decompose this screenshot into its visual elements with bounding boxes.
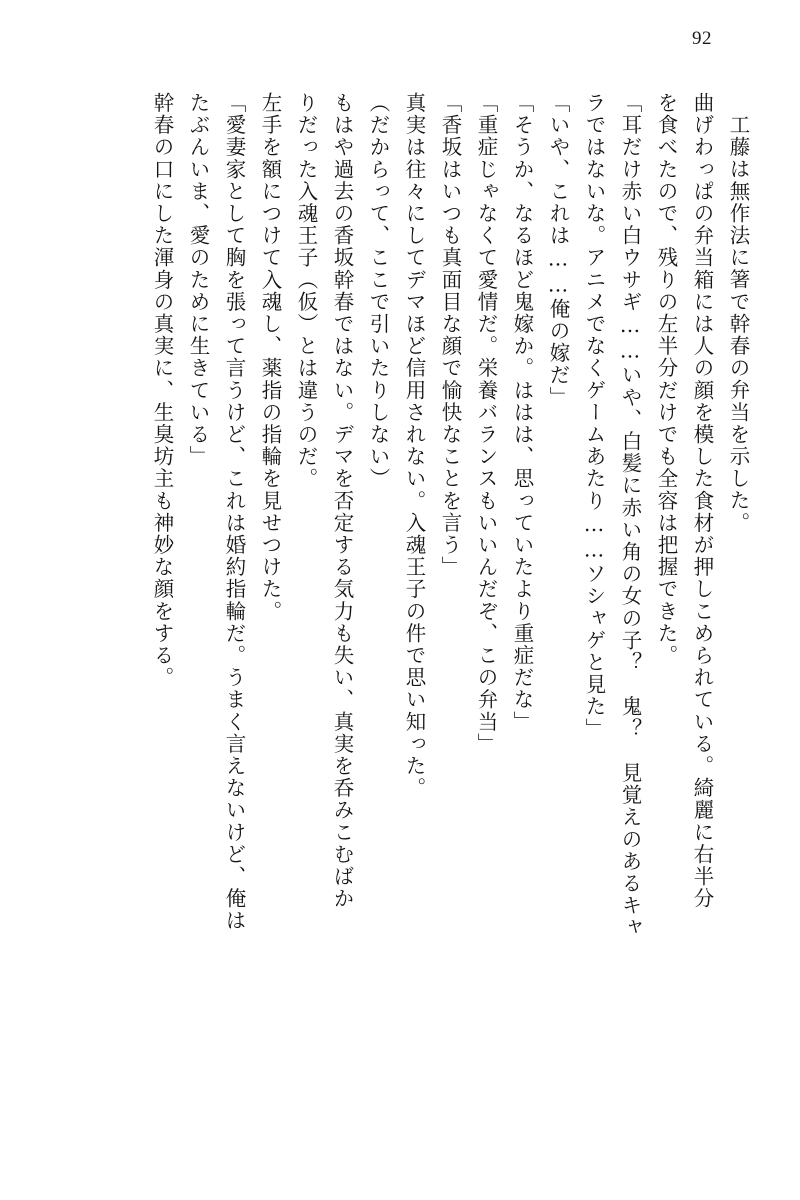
text-line: たぶんいま、愛のために生きている」	[186, 92, 210, 468]
text-line: （だからって、ここで引いたりしない）	[366, 92, 390, 490]
vertical-text-block	[40, 92, 748, 1112]
text-line: 「重症じゃなくて愛情だ。栄養バランスもいいんだぞ、この弁当」	[474, 92, 498, 755]
text-line: 「愛妻家として胸を張って言うけど、これは婚約指輪だ。うまく言えないけど、俺は	[222, 92, 246, 932]
text-line: ラではないな。アニメでなくゲームあたり……ソシャゲと見た」	[582, 92, 606, 740]
text-line: 「いや、これは……俺の嫁だ」	[546, 92, 570, 409]
text-line: 左手を額につけて入魂し、薬指の指輪を見せつけた。	[258, 92, 282, 623]
text-line: りだった入魂王子（仮）とは違うのだ。	[294, 92, 318, 490]
page-number: 92	[692, 28, 712, 49]
text-line: 曲げわっぱの弁当箱には人の顔を模した食材が押しこめられている。綺麗に右半分	[690, 92, 714, 910]
text-line: 「そうか、なるほど鬼嫁か。ははは、思っていたより重症だな」	[510, 92, 534, 733]
text-line: 幹春の口にした渾身の真実に、生臭坊主も神妙な顔をする。	[150, 92, 174, 689]
text-line: 工藤は無作法に箸で幹春の弁当を示した。	[726, 114, 750, 534]
text-line: 「耳だけ赤い白ウサギ……いや、白髪に赤い角の女の子？ 鬼？ 見覚えのあるキャ	[618, 92, 642, 939]
text-line: 真実は往々にしてデマほど信用されない。入魂王子の件で思い知った。	[402, 92, 426, 800]
text-line: 「香坂はいつも真面目な顔で愉快なことを言う」	[438, 92, 462, 579]
text-line: を食べたので、残りの左半分だけでも全容は把握できた。	[654, 92, 678, 667]
text-line: もはや過去の香坂幹春ではない。デマを否定する気力も失い、真実を呑みこむばか	[330, 92, 354, 910]
